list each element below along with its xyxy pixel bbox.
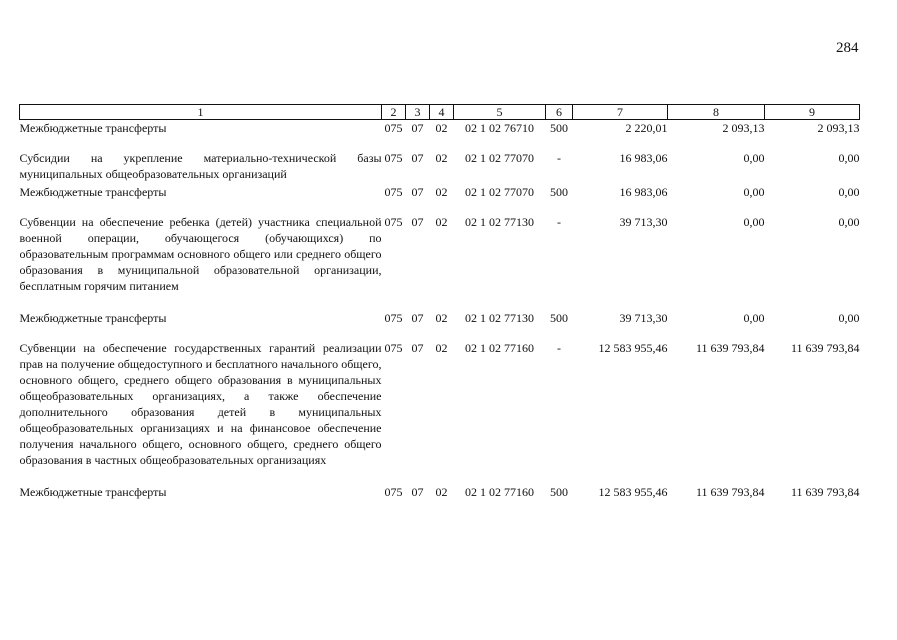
row-code-5: 02 1 02 77070 [465,185,534,199]
row-name: Субсидии на укрепление материально-технической базы муниципальных общеобразовательных организаций [19,151,382,181]
column-header-5: 5 [454,105,546,120]
table-row [20,484,860,500]
row-amount-7: 16 983,06 [619,185,668,199]
row-code-4: 02 [435,151,448,165]
row-code-2: 075 [384,151,403,165]
row-code-6: 500 [550,121,568,135]
row-amount-8: 11 639 793,84 [695,485,765,499]
row-code-5: 02 1 02 77160 [465,485,534,499]
row-code-5: 02 1 02 77130 [465,215,534,229]
row-code-2: 075 [384,185,403,199]
row-code-4: 02 [435,341,448,355]
column-header-2: 2 [382,105,406,120]
row-code-2: 075 [384,311,403,325]
row-amount-8: 0,00 [743,215,765,229]
row-name: Субвенции на обеспечение ребенка (детей) участника специальной военной операции, обучающегося (обучающихся) по образовательным программам основного общего или среднего общего образования в муниципальной образовательной организации, бесплатным горячим питанием [19,215,382,293]
row-amount-7: 16 983,06 [619,151,668,165]
row-code-2: 075 [384,485,403,499]
row-code-3: 07 [411,185,424,199]
row-code-5: 02 1 02 76710 [465,121,534,135]
row-code-2: 075 [384,121,403,135]
row-name: Межбюджетные трансферты [19,485,167,499]
row-amount-7: 12 583 955,46 [598,341,668,355]
row-code-6: 500 [550,185,568,199]
table-row [20,310,860,326]
table-row [20,214,860,294]
row-code-4: 02 [435,311,448,325]
row-code-4: 02 [435,215,448,229]
row-code-3: 07 [411,121,424,135]
row-code-5: 02 1 02 77130 [465,311,534,325]
row-name: Межбюджетные трансферты [19,121,167,135]
row-code-6: - [557,341,561,355]
column-header-9: 9 [765,105,860,120]
row-amount-9: 11 639 793,84 [790,485,860,499]
row-amount-9: 11 639 793,84 [790,341,860,355]
row-amount-9: 0,00 [838,151,860,165]
row-code-2: 075 [384,341,403,355]
table-row [20,120,860,137]
row-amount-8: 11 639 793,84 [695,341,765,355]
table-row [20,150,860,182]
column-header-7: 7 [573,105,668,120]
row-code-6: 500 [550,311,568,325]
row-code-3: 07 [411,341,424,355]
row-code-6: - [557,215,561,229]
row-amount-8: 2 093,13 [722,121,765,135]
row-code-3: 07 [411,485,424,499]
row-code-5: 02 1 02 77070 [465,151,534,165]
column-header-4: 4 [430,105,454,120]
row-amount-9: 2 093,13 [817,121,860,135]
row-name: Межбюджетные трансферты [19,311,167,325]
table-row [20,340,860,468]
column-header-8: 8 [668,105,765,120]
row-code-5: 02 1 02 77160 [465,341,534,355]
row-amount-7: 2 220,01 [625,121,668,135]
table-row [20,184,860,200]
row-code-2: 075 [384,215,403,229]
budget-table [19,104,860,500]
row-code-3: 07 [411,215,424,229]
column-header-3: 3 [406,105,430,120]
row-code-6: - [557,151,561,165]
row-amount-8: 0,00 [743,151,765,165]
row-amount-9: 0,00 [838,311,860,325]
row-code-4: 02 [435,485,448,499]
column-number-row [20,105,860,120]
column-header-6: 6 [546,105,573,120]
row-code-3: 07 [411,151,424,165]
row-amount-7: 12 583 955,46 [598,485,668,499]
row-code-4: 02 [435,121,448,135]
row-name: Межбюджетные трансферты [19,185,167,199]
page-number: 284 [836,40,859,56]
row-name: Субвенции на обеспечение государственных гарантий реализации прав на получение общедоступного и бесплатного начального общего, основного общего, среднего общего образования в муниципальных общеобразовательных организациях, а также обеспечение дополнительного образования детей в муниципальных общеобразовательных организациях и на финансовое обеспечение получения начального общего, основного общего, среднего общего образования в частных общеобразовательных организациях [19,341,382,467]
row-amount-7: 39 713,30 [619,311,668,325]
row-code-6: 500 [550,485,568,499]
row-code-3: 07 [411,311,424,325]
row-amount-8: 0,00 [743,185,765,199]
row-amount-9: 0,00 [838,185,860,199]
row-amount-8: 0,00 [743,311,765,325]
row-amount-9: 0,00 [838,215,860,229]
column-header-1: 1 [20,105,382,120]
row-amount-7: 39 713,30 [619,215,668,229]
row-code-4: 02 [435,185,448,199]
